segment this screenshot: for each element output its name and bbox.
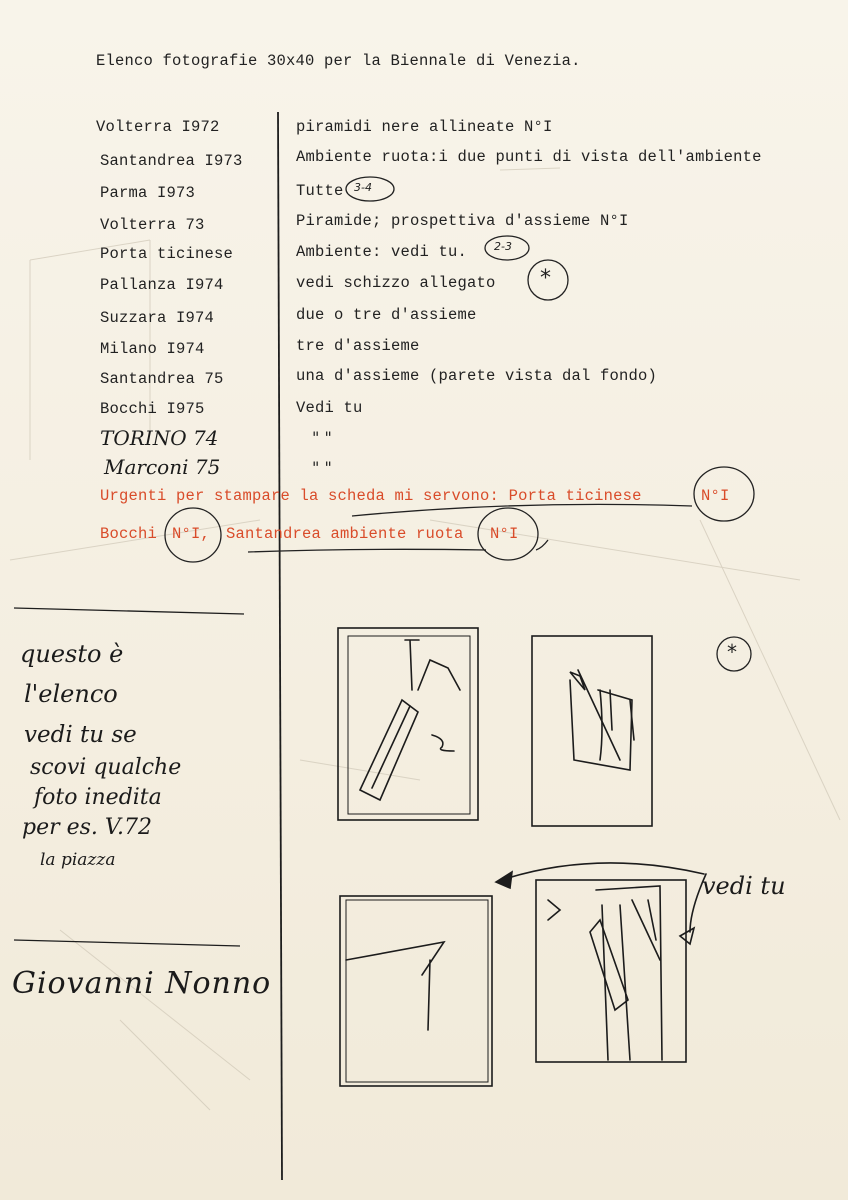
entry-place: Suzzara I974: [100, 309, 215, 327]
sketch-frame-3: [340, 896, 492, 1086]
margin-note-line: la piazza: [40, 850, 116, 870]
entry-place: Bocchi I975: [100, 400, 205, 418]
entry-desc: piramidi nere allineate N°I: [296, 118, 553, 136]
entry-place: Santandrea I973: [100, 152, 243, 170]
entry-desc: Tutte: [296, 182, 344, 200]
sketch-frame-2: [532, 636, 652, 826]
entry-place: Volterra 73: [100, 216, 205, 234]
margin-note-line: scovi qualche: [30, 755, 182, 780]
arrow-head-icon: [680, 928, 694, 944]
entry-place: Milano I974: [100, 340, 205, 358]
entry-desc: una d'assieme (parete vista dal fondo): [296, 367, 658, 385]
sketch-note: vedi tu: [702, 872, 786, 900]
entry-place: Porta ticinese: [100, 245, 234, 263]
entry-desc: vedi schizzo allegato: [296, 274, 496, 292]
entry-desc: due o tre d'assieme: [296, 306, 477, 324]
handwritten-ditto: " ": [312, 458, 332, 477]
margin-note-line: vedi tu se: [24, 722, 137, 748]
urgent-bocchi: Bocchi: [100, 525, 158, 543]
entry-desc: Piramide; prospettiva d'assieme N°I: [296, 212, 629, 230]
urgent-santandrea: Santandrea ambiente ruota: [226, 525, 464, 543]
document-title: Elenco fotografie 30x40 per la Biennale di Venezia.: [96, 52, 581, 70]
handwritten-ditto: " ": [312, 428, 332, 447]
margin-note-line: l'elenco: [24, 680, 118, 708]
arrow-head-icon: [496, 872, 512, 888]
arrow-line: [508, 863, 704, 878]
margin-note-line: per es. V.72: [22, 815, 152, 840]
entry-desc: Ambiente ruota:i due punti di vista dell'ambiente: [296, 148, 762, 166]
urgent-number: N°I: [701, 487, 730, 505]
entry-place: Parma I973: [100, 184, 196, 202]
sketch-frame-1: [338, 628, 478, 820]
circled-count: 3-4: [354, 181, 372, 194]
star-mark: *: [540, 266, 551, 291]
handwritten-place: Marconi 75: [104, 455, 221, 479]
signature: Giovanni Nonno: [12, 966, 272, 1001]
margin-note-line: foto inedita: [34, 785, 162, 810]
urgent-number: N°I: [490, 525, 519, 543]
margin-note-line: questo è: [20, 640, 124, 668]
entry-place: Volterra I972: [96, 118, 220, 136]
entry-place: Santandrea 75: [100, 370, 224, 388]
sketch-frame-4: [536, 880, 686, 1062]
entry-desc: tre d'assieme: [296, 337, 420, 355]
entry-place: Pallanza I974: [100, 276, 224, 294]
circled-count: 2-3: [494, 240, 512, 253]
entry-desc: Ambiente: vedi tu.: [296, 243, 468, 261]
handwritten-place: TORINO 74: [100, 426, 219, 450]
entry-desc: Vedi tu: [296, 399, 363, 417]
urgent-number: N°I,: [172, 525, 211, 543]
star-mark: *: [727, 640, 737, 664]
urgent-line: Urgenti per stampare la scheda mi servono: Porta ticinese: [100, 487, 642, 505]
